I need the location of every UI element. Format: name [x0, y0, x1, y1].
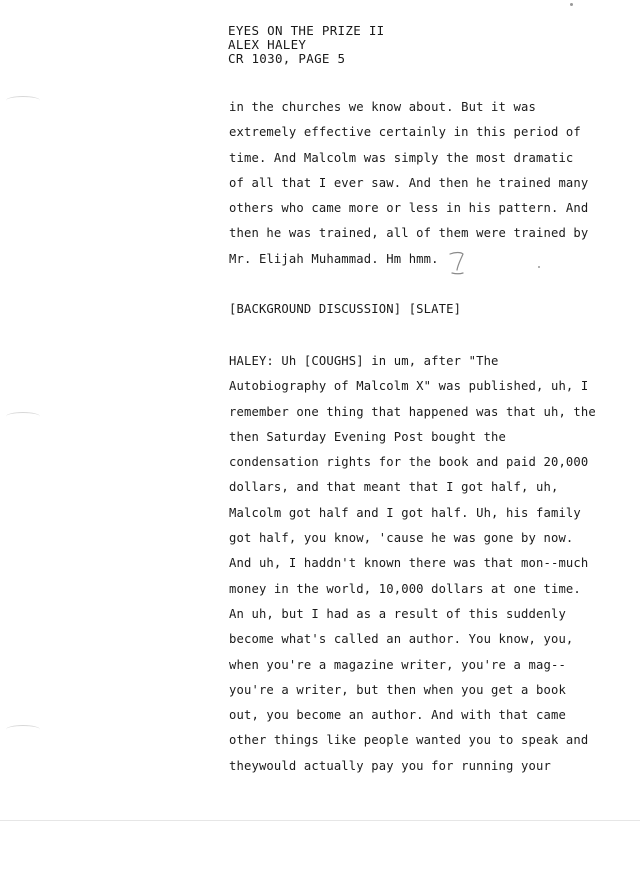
transcript-paragraph: [229, 95, 588, 272]
transcript-line: money in the world, 10,000 dollars at one time.: [229, 581, 581, 596]
transcript-line: An uh, but I had as a result of this suddenly: [229, 606, 566, 621]
transcript-line: in the churches we know about. But it was: [229, 100, 536, 114]
transcript-line: Mr. Elijah Muhammad. Hm hmm.: [229, 251, 439, 266]
transcript-line: extremely effective certainly in this period of: [229, 125, 581, 140]
document-header: [228, 24, 385, 66]
transcript-line: [BACKGROUND DISCUSSION] [SLATE]: [229, 302, 462, 316]
transcript-line: HALEY: Uh [COUGHS] in um, after "The: [229, 354, 499, 368]
transcript-line: of all that I ever saw. And then he trained many: [229, 175, 589, 190]
transcript-line: others who came more or less in his pattern. And: [229, 201, 589, 216]
header-title: EYES ON THE PRIZE II: [228, 23, 385, 38]
transcript-line: become what's called an author. You know, you,: [229, 632, 574, 647]
transcript-line: And uh, I haddn't known there was that mon--much: [229, 556, 589, 571]
scan-speck: [570, 3, 573, 6]
transcript-line: then Saturday Evening Post bought the: [229, 429, 507, 444]
transcript-line: remember one thing that happened was that uh, the: [229, 404, 596, 419]
transcript-line: condensation rights for the book and paid 20,000: [229, 455, 589, 470]
header-subject: ALEX HALEY: [228, 37, 307, 52]
punch-hole-mark-top: [6, 96, 40, 105]
transcript-line: got half, you know, 'cause he was gone by now.: [229, 531, 574, 546]
transcript-line: Autobiography of Malcolm X" was published, uh, I: [229, 379, 589, 394]
header-page-reference: CR 1030, PAGE 5: [228, 51, 346, 66]
transcript-line: other things like people wanted you to speak and: [229, 733, 589, 748]
page-bottom-edge: [0, 820, 640, 821]
transcript-paragraph: [229, 297, 461, 322]
transcript-line: Malcolm got half and I got half. Uh, his family: [229, 505, 581, 520]
transcript-paragraph: [229, 349, 596, 779]
punch-hole-mark-bottom: [6, 725, 40, 734]
transcript-line: you're a writer, but then when you get a book: [229, 682, 566, 697]
transcript-line: when you're a magazine writer, you're a mag--: [229, 657, 566, 672]
transcript-line: out, you become an author. And with that came: [229, 708, 566, 723]
transcript-line: time. And Malcolm was simply the most dramatic: [229, 150, 574, 165]
transcript-line: dollars, and that meant that I got half, uh,: [229, 480, 559, 495]
transcript-line: theywould actually pay you for running your: [229, 758, 551, 773]
transcript-line: then he was trained, all of them were trained by: [229, 226, 589, 241]
handwritten-bracket-mark: [449, 249, 465, 277]
punch-hole-mark-middle: [6, 412, 40, 421]
